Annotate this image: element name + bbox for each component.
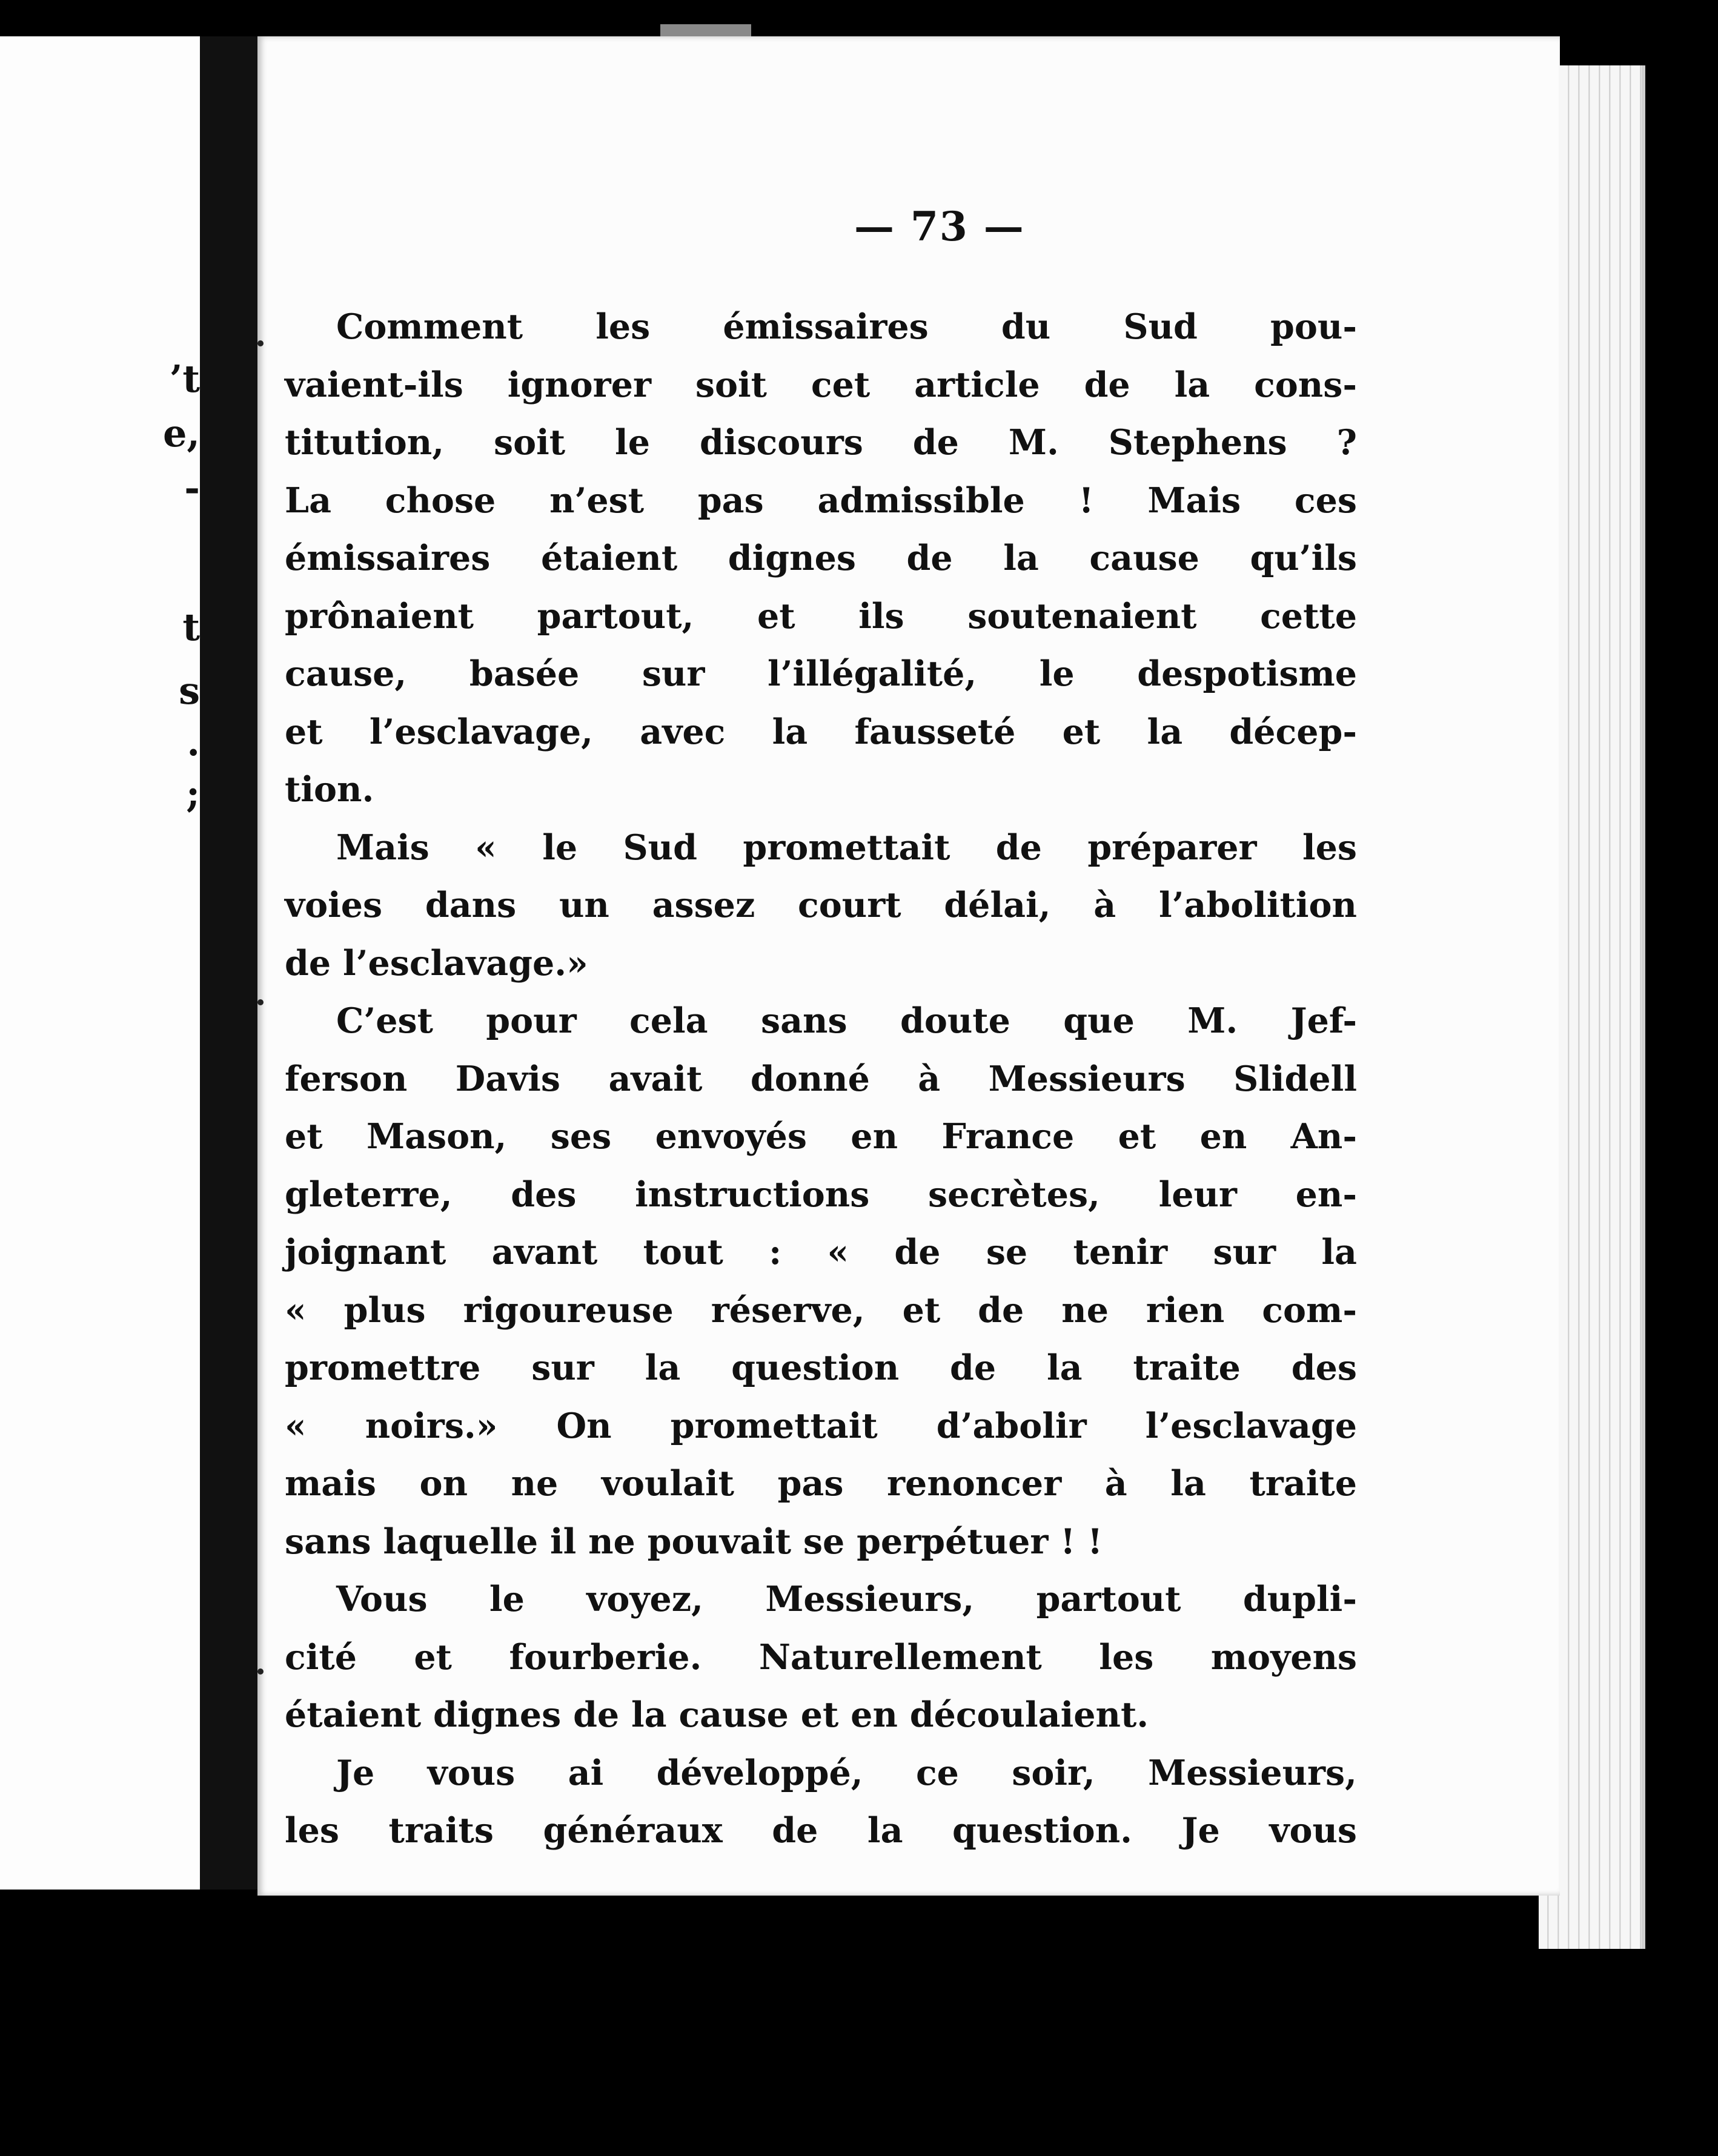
text-line: les traits généraux de la question. Je vous	[285, 1810, 1357, 1851]
text-line: titution, soit le discours de M. Stephens ?	[285, 422, 1357, 463]
left-page-fragment: -	[184, 466, 200, 510]
text-line: tion.	[285, 769, 374, 810]
text-line: de l’esclavage.»	[285, 942, 588, 984]
text-line: prônaient partout, et ils soutenaient cette	[285, 595, 1357, 637]
text-line: gleterre, des instructions secrètes, leur en-	[285, 1174, 1357, 1215]
paragraph	[285, 1570, 1357, 1744]
text-line: cause, basée sur l’illégalité, le despotisme	[285, 653, 1357, 694]
book-gutter	[200, 36, 257, 1890]
left-page-fragment: t	[182, 605, 200, 649]
left-page-fragment: s	[179, 669, 200, 713]
text-line: La chose n’est pas admissible ! Mais ces	[285, 480, 1357, 521]
text-line: Vous le voyez, Messieurs, partout dupli-	[336, 1579, 1357, 1619]
left-page-fragment: e,	[162, 411, 200, 455]
text-line: voies dans un assez court délai, à l’abolition	[285, 885, 1357, 925]
text-line: « plus rigoureuse réserve, et de ne rien com-	[285, 1289, 1357, 1331]
text-line: vaient-ils ignorer soit cet article de la cons-	[285, 364, 1357, 405]
text-line: joignant avant tout : « de se tenir sur la	[285, 1232, 1357, 1272]
text-line: C’est pour cela sans doute que M. Jef-	[336, 1000, 1357, 1041]
text-line: Je vous ai développé, ce soir, Messieurs,	[336, 1752, 1357, 1793]
text-line: Comment les émissaires du Sud pou-	[336, 306, 1357, 347]
text-line: et l’esclavage, avec la fausseté et la décep-	[285, 711, 1357, 752]
text-line: et Mason, ses envoyés en France et en An-	[285, 1116, 1357, 1157]
text-line: émissaires étaient dignes de la cause qu’ils	[285, 538, 1357, 578]
text-line: sans laquelle il ne pouvait se perpétuer ! !	[285, 1521, 1103, 1562]
text-line: mais on ne voulait pas renoncer à la traite	[285, 1463, 1357, 1504]
gutter-speck	[257, 999, 264, 1005]
gutter-speck	[257, 1668, 264, 1675]
left-page-fragment: ;	[186, 772, 200, 816]
page-number: — 73 —	[854, 203, 1025, 250]
text-line: étaient dignes de la cause et en découlaient.	[285, 1695, 1149, 1735]
body-text	[285, 298, 1357, 1860]
left-page-fragment: .	[187, 720, 200, 764]
left-page-fragment: ’t	[169, 357, 200, 401]
paragraph	[285, 1744, 1357, 1860]
left-facing-page	[0, 36, 200, 1890]
paragraph	[285, 819, 1357, 993]
paragraph	[285, 298, 1357, 819]
text-line: promettre sur la question de la traite des	[285, 1348, 1357, 1388]
text-line: « noirs.» On promettait d’abolir l’esclavage	[285, 1405, 1357, 1446]
text-line: ferson Davis avait donné à Messieurs Slidell	[285, 1058, 1357, 1099]
text-line: Mais « le Sud promettait de préparer les	[336, 827, 1357, 868]
gutter-speck	[257, 340, 264, 346]
paragraph	[285, 992, 1357, 1570]
text-line: cité et fourberie. Naturellement les moyens	[285, 1636, 1357, 1678]
